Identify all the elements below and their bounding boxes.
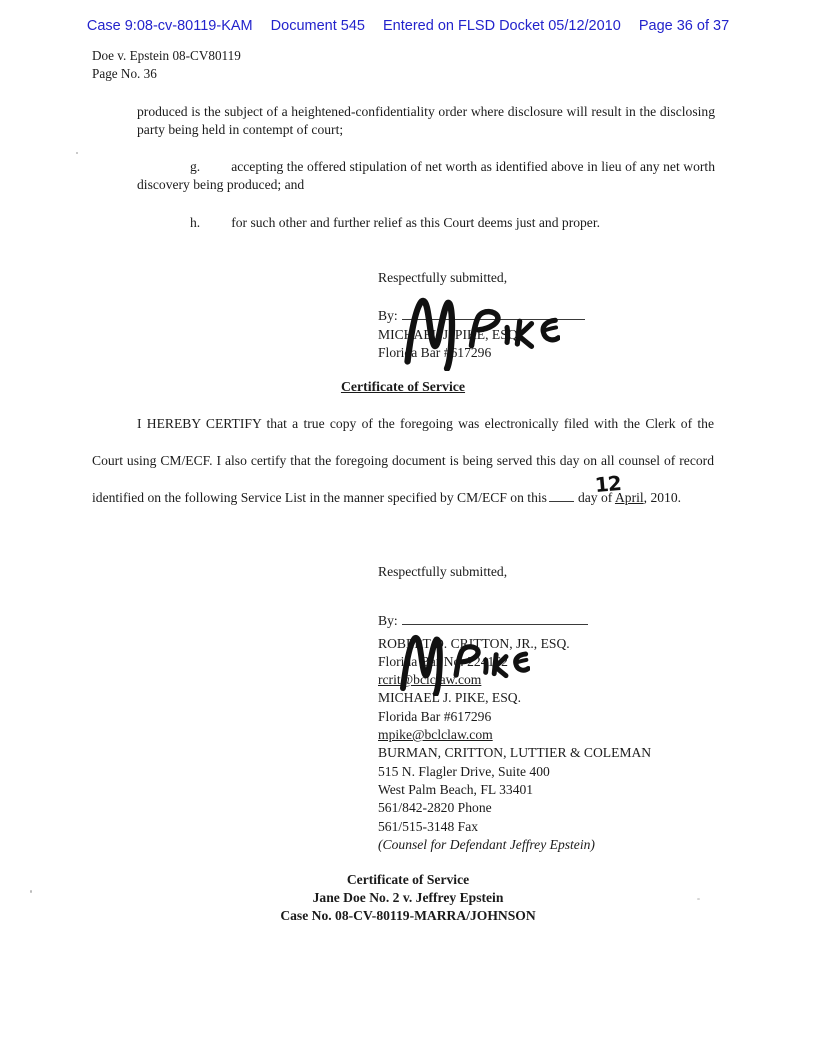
item-g-label: g. <box>190 159 201 174</box>
scan-artifact <box>30 890 32 893</box>
certificate-text: I HEREBY CERTIFY that a true copy of the foregoing was electronically filed with the Clerk of the Court using CM/ECF. I also certify that the foregoing document is being served this day on all counsel of record identified on the following Service List in the manner specified by CM/ECF on this <box>92 416 714 506</box>
attorney-name: MICHAEL J. PIKE, ESQ. <box>378 326 521 342</box>
footer-case-name: Jane Doe No. 2 v. Jeffrey Epstein <box>312 890 504 906</box>
certificate-heading-text: Certificate of Service <box>340 379 466 394</box>
scan-artifact <box>76 152 78 154</box>
firm-phone: 561/842-2820 Phone <box>378 800 492 816</box>
signature-block-critton-pike <box>378 563 678 854</box>
scan-artifact <box>697 898 700 900</box>
attorney-bar-number: Florida Bar #617296 <box>378 708 492 724</box>
signature-block-pike <box>378 269 618 362</box>
by-line <box>378 307 618 325</box>
item-h-text: for such other and further relief as this Court deems just and proper. <box>231 215 601 230</box>
handwritten-day: 12 <box>593 471 622 498</box>
docket-case-number: Case 9:08-cv-80119-KAM <box>86 18 253 34</box>
by-label: By: <box>378 308 398 324</box>
law-firm-name: BURMAN, CRITTON, LUTTIER & COLEMAN <box>378 745 652 761</box>
certificate-text-after: , 2010. <box>643 490 682 506</box>
attorney-bar-number: Florida Bar #617296 <box>378 344 492 360</box>
month-underlined: April <box>614 490 644 506</box>
caption-page-line: Page No. 36 <box>92 65 157 81</box>
signature-line <box>402 612 588 625</box>
relief-item-g <box>137 158 715 195</box>
docket-page-number: Page 36 of 37 <box>638 18 730 34</box>
signature-line <box>402 307 585 320</box>
paragraph-continuation: produced is the subject of a heightened-confidentiality order where disclosure will result in the disclosing party being held in contempt of court; <box>137 104 715 138</box>
attorney-name: ROBERT D. CRITTON, JR., ESQ. <box>378 635 570 651</box>
closing-line: Respectfully submitted, <box>378 270 508 285</box>
by-label: By: <box>378 613 398 629</box>
firm-city-state-zip: West Palm Beach, FL 33401 <box>378 781 534 797</box>
closing-line: Respectfully submitted, <box>378 564 508 579</box>
by-line <box>378 612 678 630</box>
counsel-designation: (Counsel for Defendant Jeffrey Epstein) <box>378 836 595 852</box>
item-h-label: h. <box>190 215 201 230</box>
item-g-text: accepting the offered stipulation of net worth as identified above in lieu of any net worth discovery being produced; and <box>137 159 715 193</box>
firm-fax: 561/515-3148 Fax <box>378 818 479 834</box>
docket-entered-date: Entered on FLSD Docket 05/12/2010 <box>383 18 621 34</box>
attorney-email: rcrit@bclclaw.com <box>378 672 482 688</box>
docket-stamp-header <box>0 18 816 34</box>
footer-title: Certificate of Service <box>346 872 470 887</box>
footer-case-number: Case No. 08-CV-80119-MARRA/JOHNSON <box>280 908 536 924</box>
case-caption <box>92 47 241 82</box>
caption-case-line: Doe v. Epstein 08-CV80119 <box>92 48 241 63</box>
certificate-footer <box>5 871 811 926</box>
attorney-name: MICHAEL J. PIKE, ESQ. <box>378 690 521 706</box>
relief-item-h <box>137 214 715 232</box>
firm-street-address: 515 N. Flagler Drive, Suite 400 <box>378 763 550 779</box>
docket-document-number: Document 545 <box>270 18 365 34</box>
attorney-bar-number: Florida Bar No. 224162 <box>378 653 508 669</box>
attorney-email: mpike@bclclaw.com <box>378 727 493 743</box>
certificate-of-service-heading <box>92 379 714 395</box>
certificate-text-mid: day of <box>577 490 615 506</box>
certificate-paragraph <box>92 405 714 517</box>
